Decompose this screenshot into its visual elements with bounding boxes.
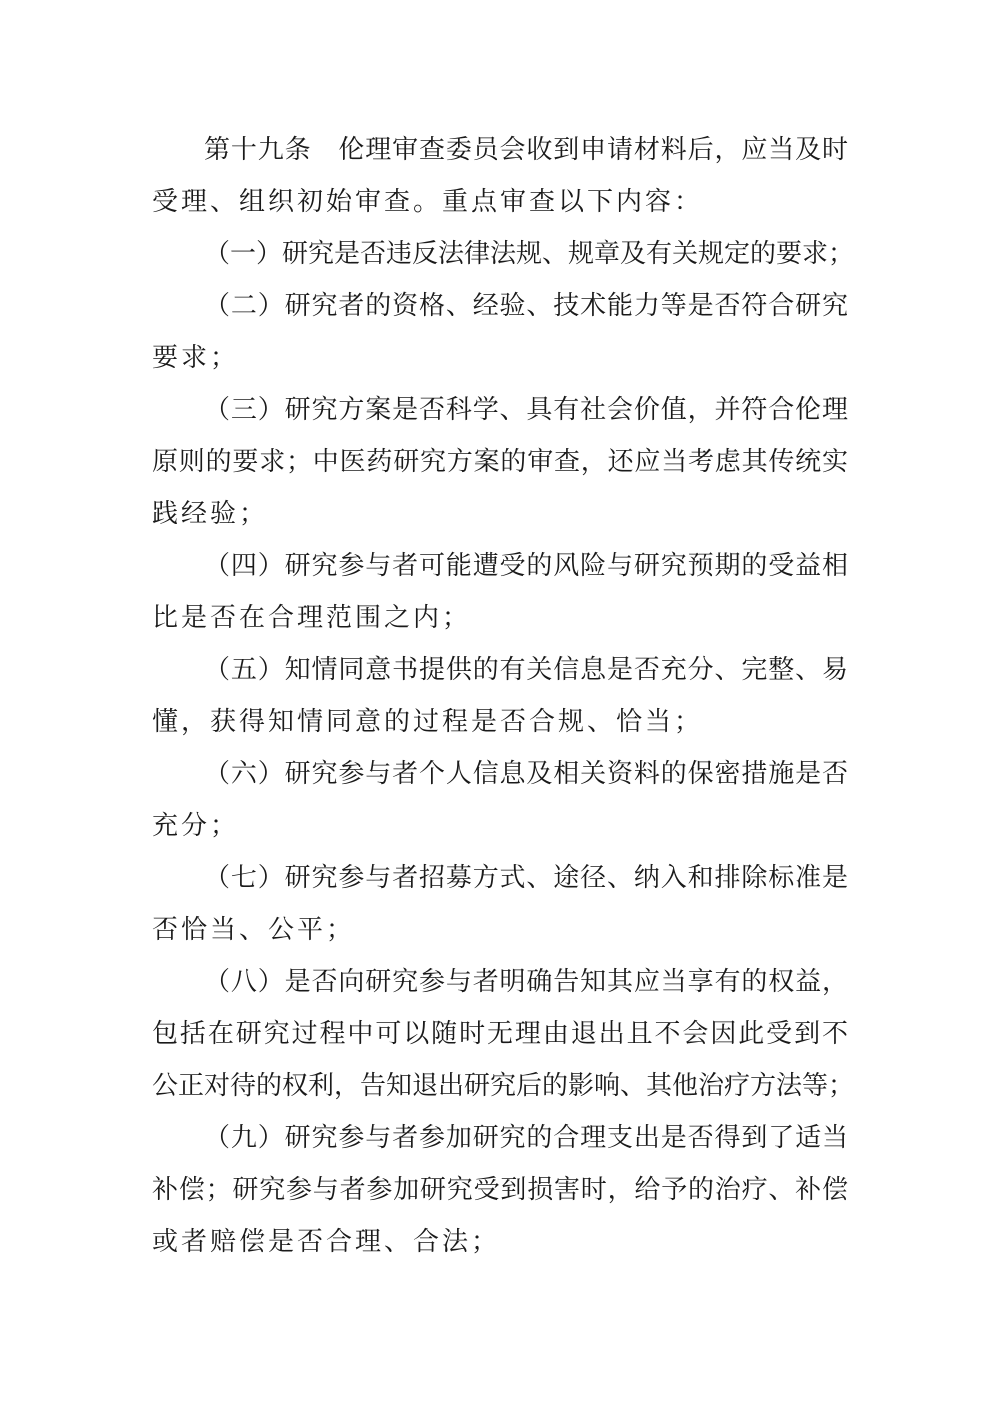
item-7-line-2: 否恰当、公平； — [152, 915, 356, 945]
item-8-line-3: 公正对待的权利，告知退出研究后的影响、其他治疗方法等； — [152, 1071, 855, 1101]
article-19-heading-line: 第十九条 伦理审查委员会收到申请材料后，应当及时 — [204, 135, 848, 165]
item-6-line-2: 充分； — [152, 811, 240, 841]
item-2-line-2: 要求； — [152, 343, 240, 373]
item-9-line-2: 补偿；研究参与者参加研究受到损害时，给予的治疗、补偿 — [152, 1175, 848, 1205]
item-5-line-2: 懂，获得知情同意的过程是否合规、恰当； — [152, 707, 704, 737]
item-5-line-1: （五）知情同意书提供的有关信息是否充分、完整、易 — [204, 655, 848, 685]
item-8-line-2: 包括在研究过程中可以随时无理由退出且不会因此受到不 — [152, 1019, 848, 1049]
item-1-line-1: （一）研究是否违反法律法规、规章及有关规定的要求； — [204, 239, 855, 269]
item-4-line-2: 比是否在合理范围之内； — [152, 603, 472, 633]
item-3-line-3: 践经验； — [152, 499, 269, 529]
item-2-line-1: （二）研究者的资格、经验、技术能力等是否符合研究 — [204, 291, 848, 321]
item-3-line-2: 原则的要求；中医药研究方案的审查，还应当考虑其传统实 — [152, 447, 848, 477]
item-6-line-1: （六）研究参与者个人信息及相关资料的保密措施是否 — [204, 759, 848, 789]
item-9-line-3: 或者赔偿是否合理、合法； — [152, 1227, 501, 1257]
item-8-line-1: （八）是否向研究参与者明确告知其应当享有的权益， — [204, 967, 848, 997]
article-19-line-2: 受理、组织初始审查。重点审查以下内容： — [152, 187, 704, 217]
item-4-line-1: （四）研究参与者可能遭受的风险与研究预期的受益相 — [204, 551, 848, 581]
item-7-line-1: （七）研究参与者招募方式、途径、纳入和排除标准是 — [204, 863, 848, 893]
item-9-line-1: （九）研究参与者参加研究的合理支出是否得到了适当 — [204, 1123, 848, 1153]
item-3-line-1: （三）研究方案是否科学、具有社会价值，并符合伦理 — [204, 395, 848, 425]
